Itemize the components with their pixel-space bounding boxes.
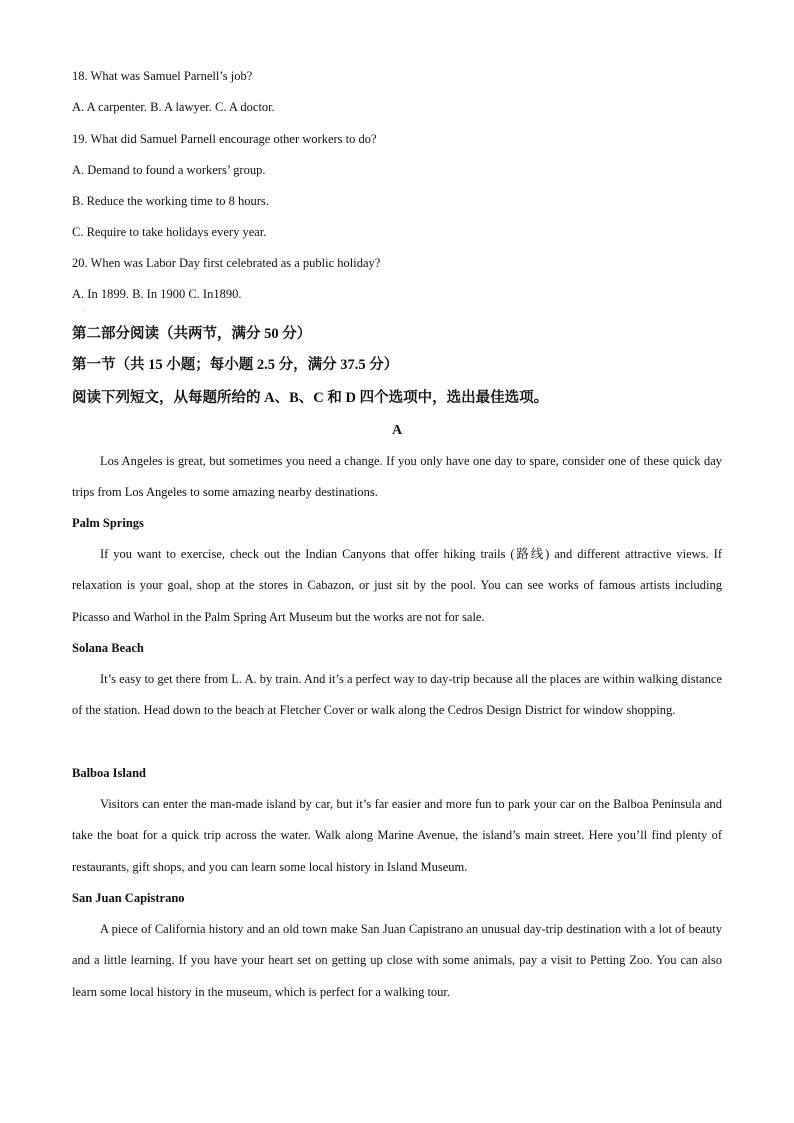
passage-intro: Los Angeles is great, but sometimes you need a change. If you only have one day to spare, consider one of these quick day trips from Los Angeles to some amazing nearby destinations. [72, 454, 722, 500]
instructions: 阅读下列短文，从每题所给的 A、B、C 和 D 四个选项中，选出最佳选项。 [72, 390, 549, 406]
heading-san-juan-capistrano: San Juan Capistrano [72, 891, 185, 905]
question-19-option-b: B. Reduce the working time to 8 hours. [72, 194, 269, 208]
question-19: 19. What did Samuel Parnell encourage other workers to do? [72, 132, 377, 146]
question-18: 18. What was Samuel Parnell’s job? [72, 69, 253, 83]
paragraph-solana-beach: It’s easy to get there from L. A. by train. And it’s a perfect way to day-trip because all the places are within walking distance of the station. Head down to the beach at Fletcher Cover or walk along the Cedros Design District for window shopping. [72, 672, 722, 718]
question-20-options: A. In 1899. B. In 1900 C. In1890. [72, 287, 242, 301]
question-20: 20. When was Labor Day first celebrated as a public holiday? [72, 256, 381, 270]
question-19-option-c: C. Require to take holidays every year. [72, 225, 267, 239]
heading-balboa-island: Balboa Island [72, 766, 146, 780]
part-title: 第二部分阅读（共两节，满分 50 分） [72, 326, 312, 342]
question-19-option-a: A. Demand to found a workers’ group. [72, 163, 266, 177]
question-18-options: A. A carpenter. B. A lawyer. C. A doctor. [72, 100, 275, 114]
paragraph-san-juan-capistrano: A piece of California history and an old town make San Juan Capistrano an unusual day-trip destination with a lot of beauty and a little learning. If you have your heart set on getting up close with some animals, pay a visit to Petting Zoo. You can also learn some local history in the museum, which is perfect for a walking tour. [72, 922, 722, 999]
section-title: 第一节（共 15 小题；每小题 2.5 分，满分 37.5 分） [72, 357, 399, 373]
paragraph-balboa-island: Visitors can enter the man-made island by car, but it’s far easier and more fun to park your car on the Balboa Peninsula and take the boat for a quick trip across the water. Walk along Marine Avenue, the island’s main street. Here you’ll find plenty of restaurants, gift shops, and you can learn some local history in Island Museum. [72, 797, 722, 874]
paragraph-palm-springs: If you want to exercise, check out the Indian Canyons that offer hiking trails (路线) and different attractive views. If relaxation is your goal, shop at the stores in Cabazon, or just sit by the pool. You can see works of famous artists including Picasso and Warhol in the Palm Spring Art Museum but the works are not for sale. [72, 547, 722, 624]
passage-label: A [391, 423, 403, 438]
heading-solana-beach: Solana Beach [72, 641, 144, 655]
stray-mark: · [82, 306, 85, 315]
heading-palm-springs: Palm Springs [72, 516, 144, 530]
